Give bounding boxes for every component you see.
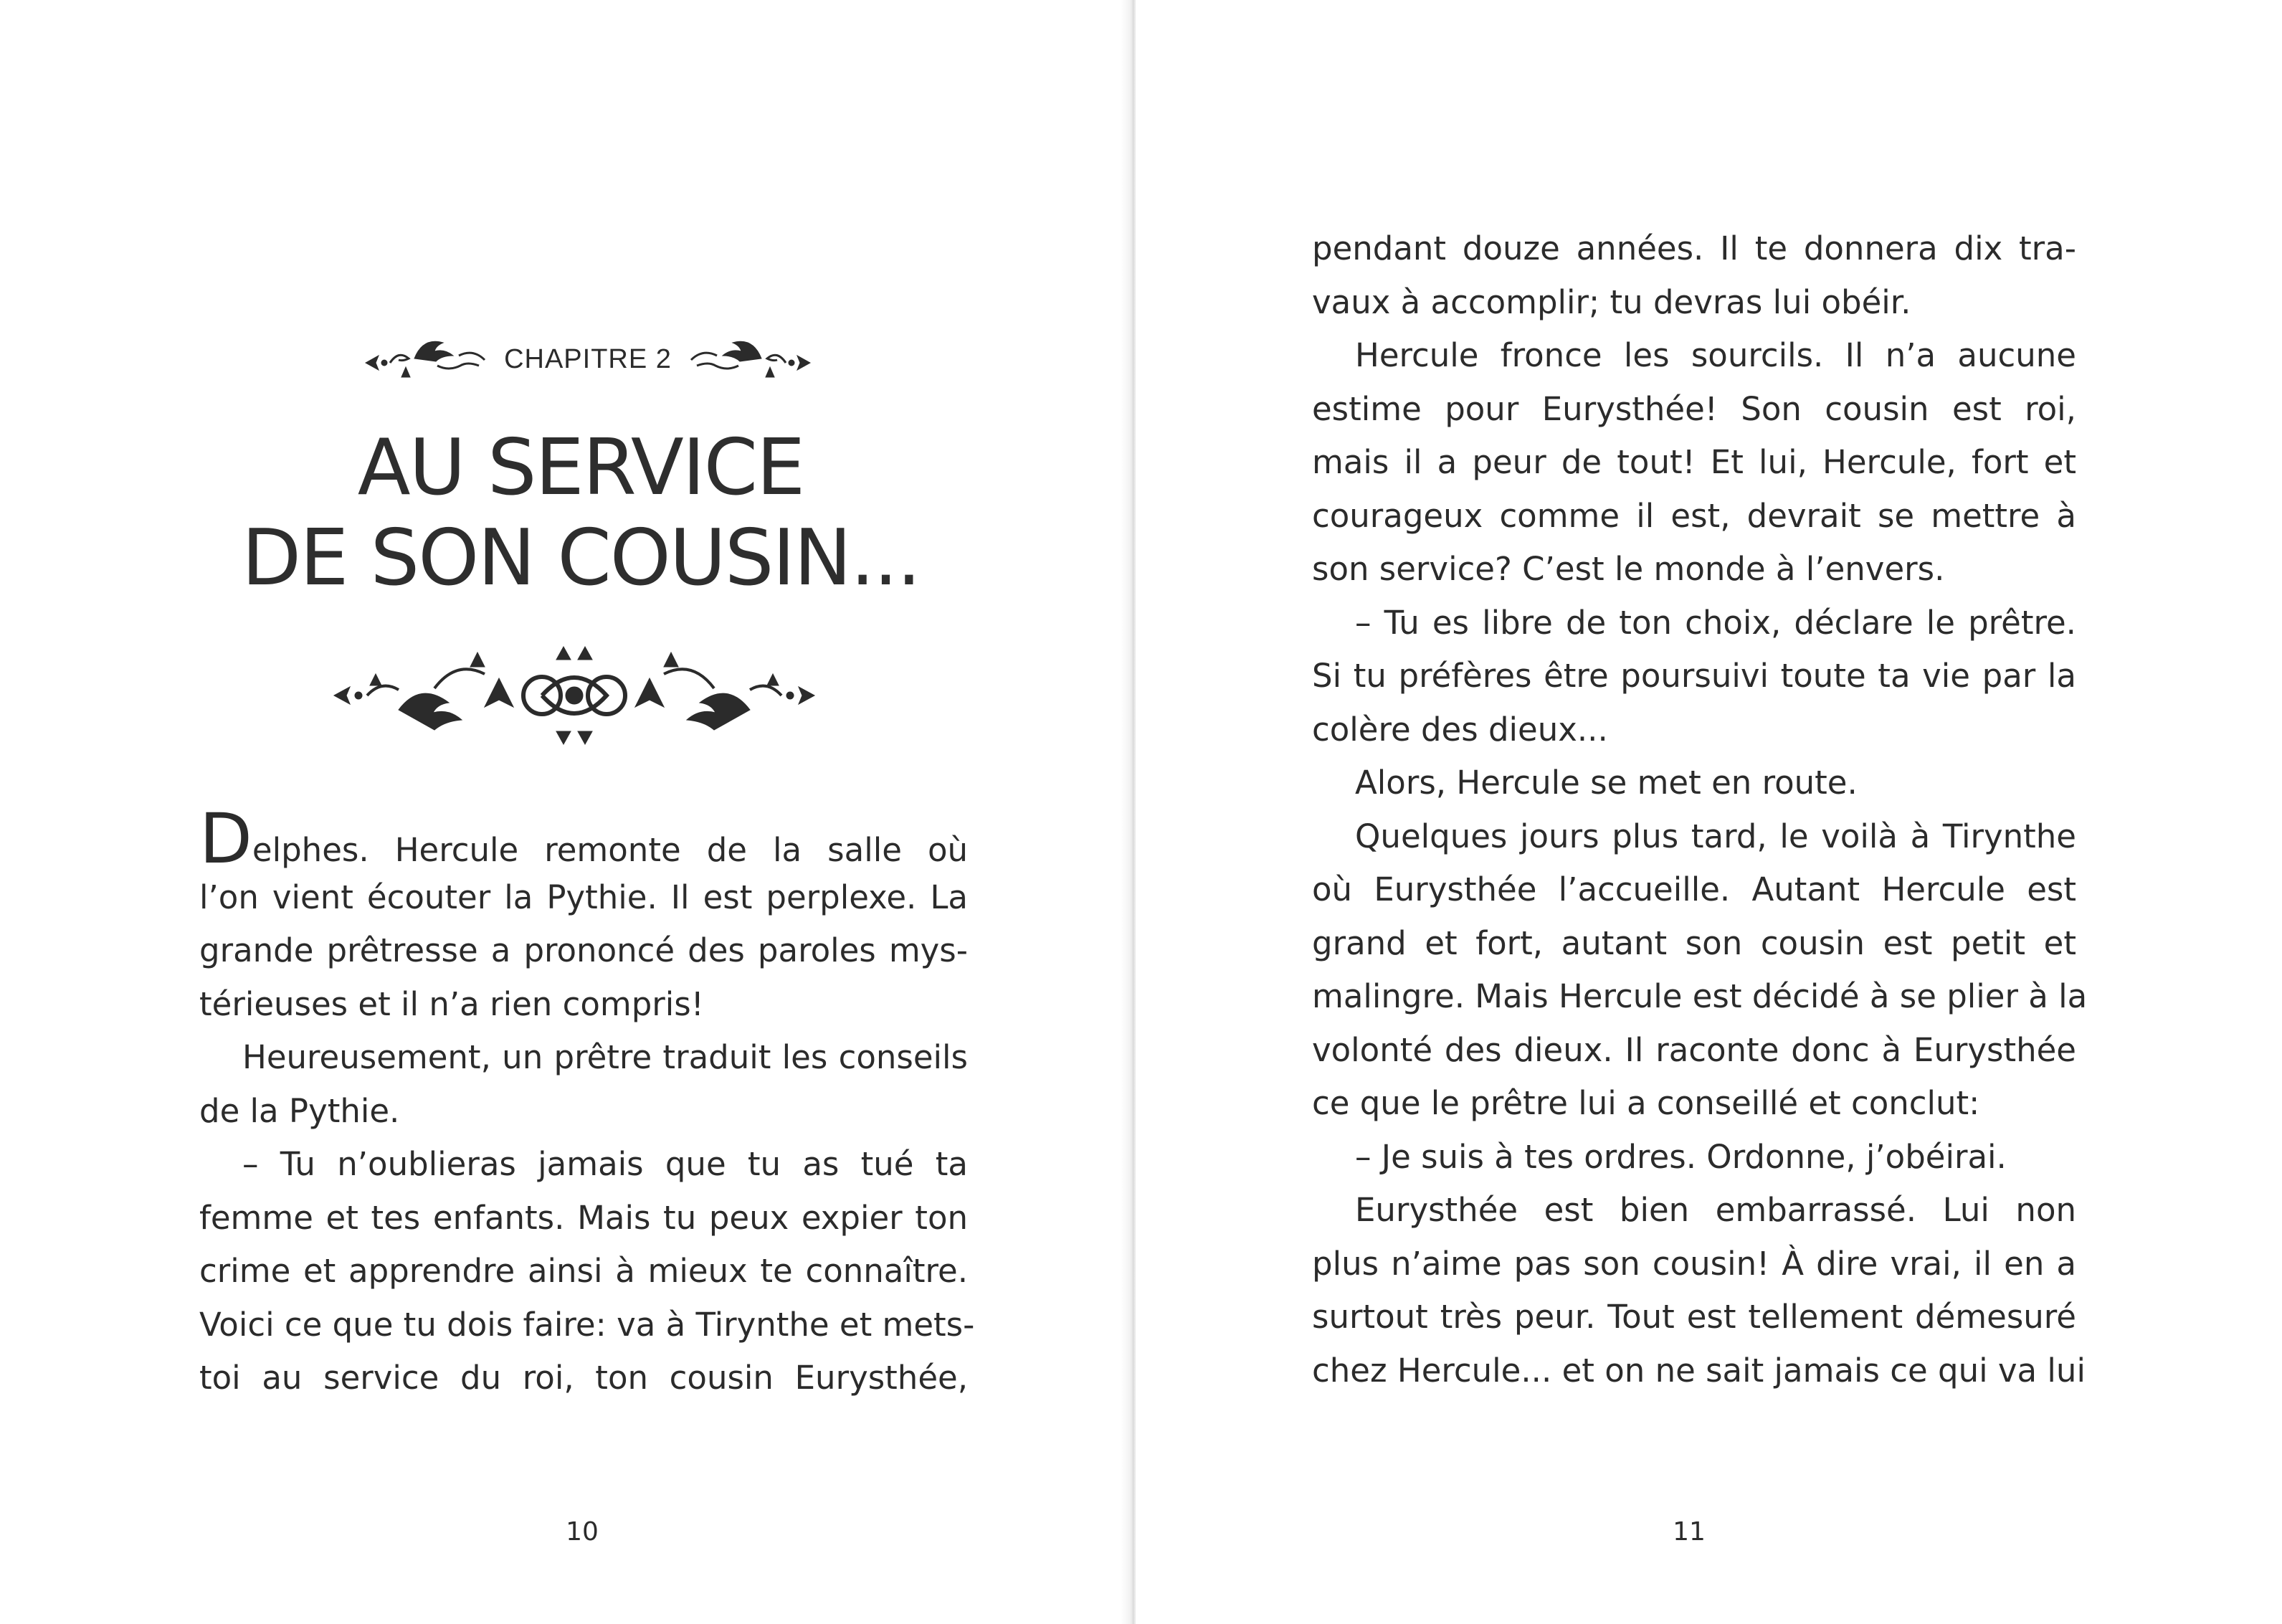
text-line: mais il a peur de tout! Et lui, Hercule, fort et bbox=[1312, 443, 2076, 481]
text-line: Hercule fronce les sourcils. Il n’a aucune bbox=[1355, 336, 2076, 374]
text-line: femme et tes enfants. Mais tu peux expier ton bbox=[199, 1198, 968, 1237]
text-line: Si tu préfères être poursuivi toute ta vie par la bbox=[1312, 657, 2076, 695]
text-line: malingre. Mais Hercule est décidé à se plier à la bbox=[1312, 977, 2088, 1015]
text-line: colère des dieux... bbox=[1312, 710, 1608, 749]
text-line: pendant douze années. Il te donnera dix tra- bbox=[1312, 229, 2076, 267]
chapter-label: CHAPITRE 2 bbox=[504, 344, 672, 374]
right-body-text bbox=[1312, 222, 2088, 1397]
palmette-ornament-large-icon bbox=[327, 638, 822, 753]
text-line: grande prêtresse a prononcé des paroles mys- bbox=[199, 931, 968, 969]
text-line: ce que le prêtre lui a conseillé et conclut: bbox=[1312, 1084, 1980, 1122]
text-line: crime et apprendre ainsi à mieux te connaître. bbox=[199, 1252, 968, 1290]
text-line: plus n’aime pas son cousin! À dire vrai, il en a bbox=[1312, 1244, 2076, 1283]
text-line: son service? C’est le monde à l’envers. bbox=[1312, 550, 1945, 588]
page-number: 10 bbox=[566, 1517, 599, 1547]
text-line: Heureusement, un prêtre traduit les conseils bbox=[242, 1038, 968, 1076]
drop-cap: D bbox=[199, 799, 252, 879]
left-body-text bbox=[199, 799, 975, 1405]
text-line: de la Pythie. bbox=[199, 1091, 400, 1130]
palmette-ornament-right-icon bbox=[674, 334, 817, 391]
text-line: – Je suis à tes ordres. Ordonne, j’obéirai. bbox=[1355, 1137, 2007, 1176]
text-line: Delphes. Hercule remonte de la salle où bbox=[199, 799, 968, 879]
text-line: – Tu n’oublieras jamais que tu as tué ta bbox=[242, 1145, 968, 1183]
text-line: Voici ce que tu dois faire: va à Tirynthe et mets- bbox=[199, 1305, 975, 1344]
text-line: l’on vient écouter la Pythie. Il est perplexe. La bbox=[199, 878, 968, 916]
text-line: Alors, Hercule se met en route. bbox=[1355, 764, 1858, 802]
text-line: chez Hercule... et on ne sait jamais ce qui va lui bbox=[1312, 1351, 2086, 1390]
chapter-heading bbox=[358, 334, 817, 391]
text-line: térieuses et il n’a rien compris! bbox=[199, 984, 704, 1023]
palmette-ornament-left-icon bbox=[358, 334, 502, 391]
chapter-title bbox=[172, 423, 989, 604]
text-line: courageux comme il est, devrait se mettre à bbox=[1312, 496, 2076, 535]
chapter-title-line-1: AU SERVICE bbox=[357, 423, 804, 513]
text-line: grand et fort, autant son cousin est petit et bbox=[1312, 923, 2076, 962]
left-page bbox=[0, 0, 1130, 1624]
text-line: estime pour Eurysthée! Son cousin est roi, bbox=[1312, 389, 2076, 428]
text-line: volonté des dieux. Il raconte donc à Eurysthée bbox=[1312, 1030, 2076, 1069]
text-line: vaux à accomplir; tu devras lui obéir. bbox=[1312, 282, 1911, 321]
text-line: surtout très peur. Tout est tellement démesuré bbox=[1312, 1298, 2076, 1336]
text-line: toi au service du roi, ton cousin Eurysthée, bbox=[199, 1359, 968, 1397]
page-number: 11 bbox=[1673, 1517, 1706, 1547]
text-line: où Eurysthée l’accueille. Autant Hercule est bbox=[1312, 870, 2076, 908]
text-line: – Tu es libre de ton choix, déclare le prêtre. bbox=[1355, 603, 2076, 642]
chapter-title-line-2: DE SON COUSIN... bbox=[241, 513, 921, 603]
text-line: Quelques jours plus tard, le voilà à Tirynthe bbox=[1355, 817, 2076, 855]
text-line: Eurysthée est bien embarrassé. Lui non bbox=[1355, 1191, 2076, 1229]
